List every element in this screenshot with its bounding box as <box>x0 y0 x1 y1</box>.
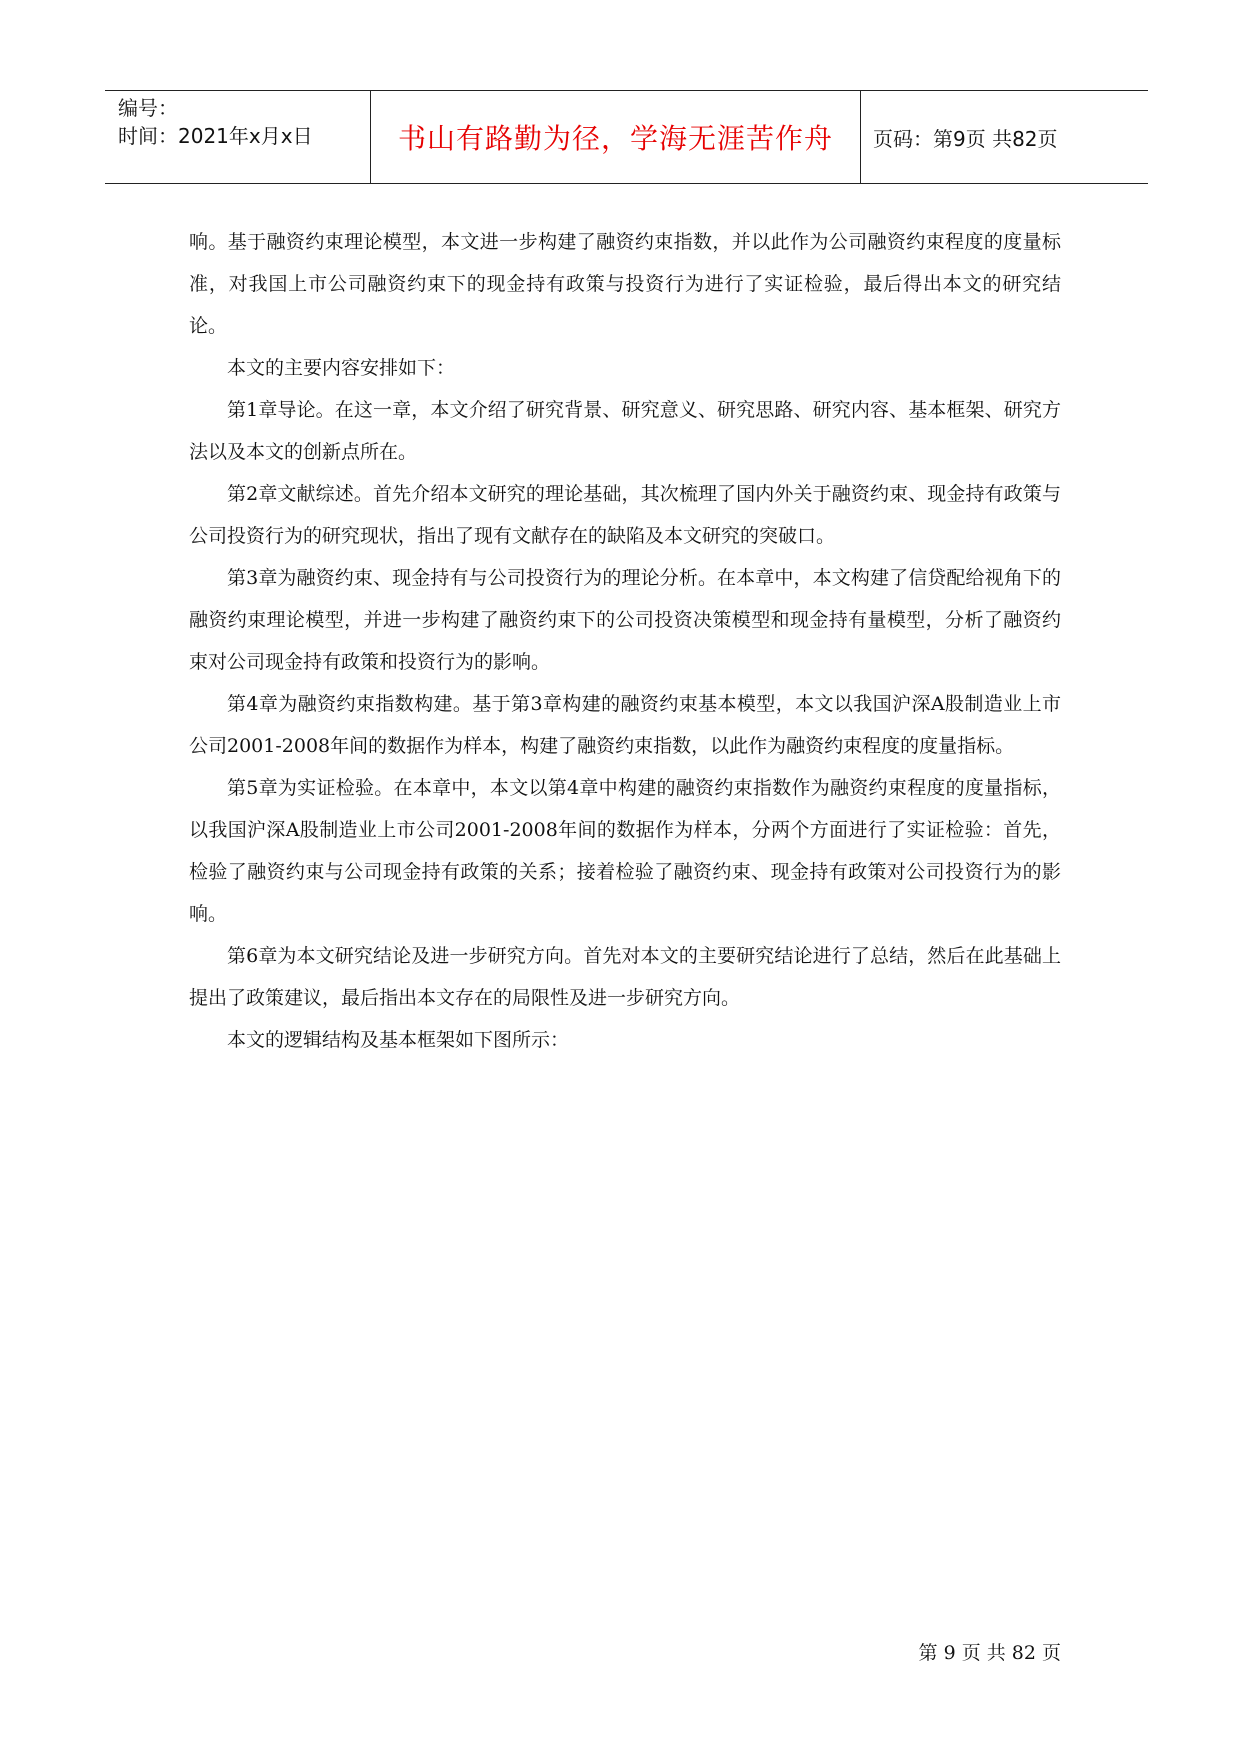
body-paragraph: 第1章导论。在这一章，本文介绍了研究背景、研究意义、研究思路、研究内容、基本框架、研究方法以及本文的创新点所在。 <box>189 399 1061 463</box>
header-page-number: 页码：第9页 共82页 <box>873 126 1058 151</box>
header-meta-cell <box>105 91 371 183</box>
body-paragraph: 第2章文献综述。首先介绍本文研究的理论基础，其次梳理了国内外关于融资约束、现金持有政策与公司投资行为的研究现状，指出了现有文献存在的缺陷及本文研究的突破口。 <box>189 483 1061 547</box>
body-paragraph: 本文的主要内容安排如下： <box>227 357 456 379</box>
document-time-label: 时间：2021年x月x日 <box>118 124 313 148</box>
document-header <box>105 90 1148 184</box>
body-paragraph: 响。基于融资约束理论模型，本文进一步构建了融资约束指数，并以此作为公司融资约束程度的度量标准，对我国上市公司融资约束下的现金持有政策与投资行为进行了实证检验，最后得出本文的研究结论。 <box>189 231 1061 337</box>
header-motto-cell <box>371 91 861 183</box>
document-body <box>189 221 1061 1061</box>
footer-page-number: 第 9 页 共 82 页 <box>918 1642 1061 1664</box>
document-number-label: 编号： <box>118 96 178 120</box>
body-paragraph: 第4章为融资约束指数构建。基于第3章构建的融资约束基本模型，本文以我国沪深A股制造业上市公司2001-2008年间的数据作为样本，构建了融资约束指数，以此作为融资约束程度的度量指标。 <box>189 693 1061 757</box>
page-footer <box>0 1638 1061 1665</box>
body-paragraph: 第5章为实证检验。在本章中，本文以第4章中构建的融资约束指数作为融资约束程度的度量指标，以我国沪深A股制造业上市公司2001-2008年间的数据作为样本，分两个方面进行了实证检验：首先，检验了融资约束与公司现金持有政策的关系；接着检验了融资约束、现金持有政策对公司投资行为的影响。 <box>189 777 1061 925</box>
header-page-cell <box>861 91 1148 183</box>
body-paragraph: 第6章为本文研究结论及进一步研究方向。首先对本文的主要研究结论进行了总结，然后在此基础上提出了政策建议，最后指出本文存在的局限性及进一步研究方向。 <box>189 945 1061 1009</box>
body-paragraph: 第3章为融资约束、现金持有与公司投资行为的理论分析。在本章中，本文构建了信贷配给视角下的融资约束理论模型，并进一步构建了融资约束下的公司投资决策模型和现金持有量模型，分析了融资约束对公司现金持有政策和投资行为的影响。 <box>189 567 1061 673</box>
body-paragraph: 本文的逻辑结构及基本框架如下图所示： <box>227 1029 570 1051</box>
header-motto: 书山有路勤为径，学海无涯苦作舟 <box>397 122 833 155</box>
